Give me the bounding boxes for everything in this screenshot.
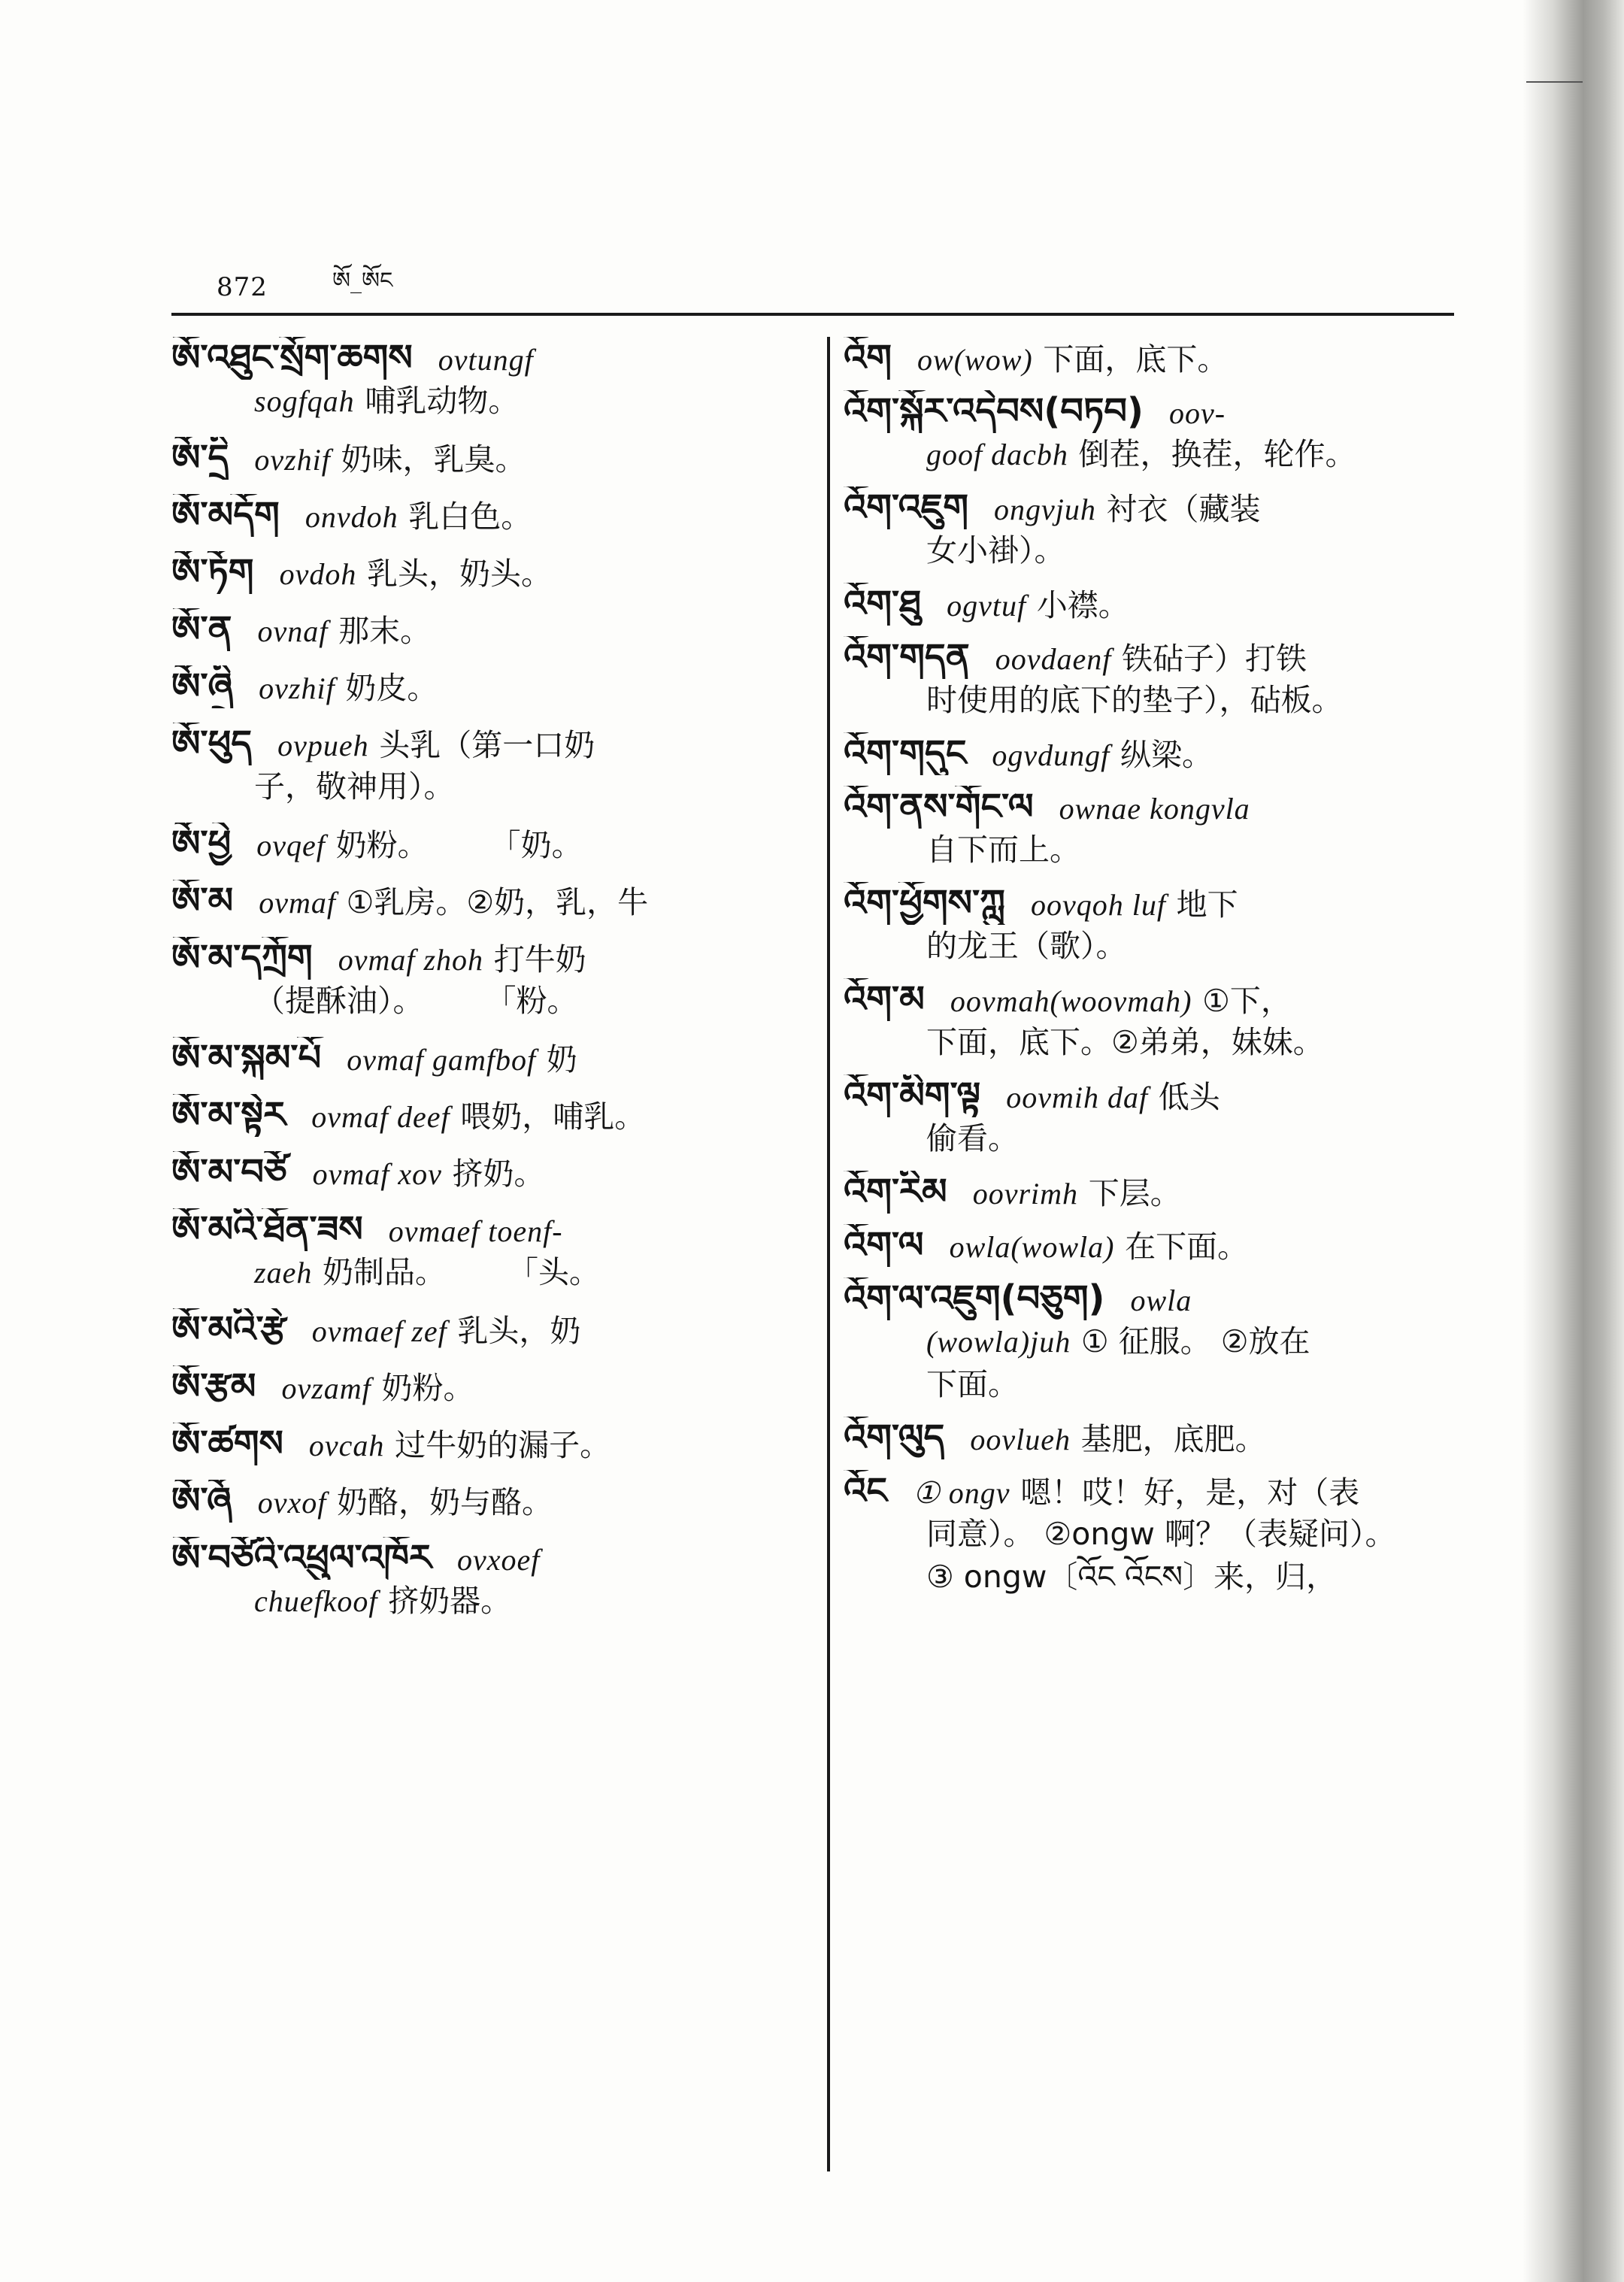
romanization: ovxof: [257, 1486, 327, 1520]
dictionary-entry: [844, 732, 1468, 775]
entry-line: [171, 337, 795, 380]
definition: 哺乳动物。: [365, 383, 520, 419]
dictionary-entry: [171, 1151, 795, 1194]
romanization: ovtungf: [438, 343, 534, 377]
definition: 奶味，乳臭。: [341, 441, 526, 477]
dictionary-entry: [171, 665, 795, 708]
headword: ཨོ་ན: [171, 608, 232, 650]
definition: 基肥，底肥。: [1080, 1421, 1266, 1457]
romanization: ovmaf gamfbof: [347, 1043, 537, 1077]
headword: ཨོ་མའི་རྩེ: [171, 1308, 286, 1350]
definition: 乳白色。: [408, 499, 532, 535]
definition: 倒茬，换茬，轮作。: [1078, 436, 1356, 472]
dictionary-entry: [171, 551, 795, 594]
entry-line: [844, 1513, 1468, 1556]
romanization: ovmaf: [259, 886, 336, 920]
entry-line: [171, 880, 795, 923]
entry-line: [171, 1208, 795, 1251]
entry-line: [171, 551, 795, 594]
romanization: ovxoef: [457, 1543, 541, 1577]
dictionary-entry: [171, 823, 795, 865]
headword: འོག་མིག་ལྟ: [844, 1074, 981, 1117]
entry-line: [171, 1151, 795, 1194]
dictionary-entry: [171, 1308, 795, 1351]
romanization: ownae kongvla: [1059, 792, 1250, 826]
definition: 乳头，奶头。: [367, 556, 553, 592]
headword: ཨོ་ཚགས: [171, 1423, 283, 1465]
definition: 纵梁。: [1120, 737, 1213, 773]
entry-line: [844, 1470, 1468, 1513]
dictionary-entry: [171, 937, 795, 1023]
definition: 喂奶，哺乳。: [460, 1099, 646, 1135]
entry-line: [171, 380, 795, 423]
headword: འོག་ནས་གོང་ལ: [844, 786, 1034, 828]
column-divider: [827, 337, 830, 2171]
headword: ཨོ་ཏོག: [171, 551, 254, 593]
headword: ཨོ་མ་དཀྲོག: [171, 937, 313, 979]
definition: 下面。: [926, 1366, 1019, 1402]
dictionary-entry: [844, 636, 1468, 722]
entry-line: [844, 337, 1468, 380]
entry-line: [171, 1580, 795, 1623]
definition: ① 征服。 ②放在: [1080, 1323, 1310, 1359]
definition: 下面，底下。②弟弟，妹妹。: [926, 1024, 1324, 1060]
entry-line: [171, 937, 795, 980]
dictionary-entry: [171, 1208, 795, 1294]
definition: 奶酪，奶与酪。: [337, 1484, 553, 1520]
dictionary-entry: [844, 1224, 1468, 1267]
headword: འོག་རིམ: [844, 1171, 947, 1213]
entry-line: [844, 1417, 1468, 1459]
definition: 奶制品。 「头。: [323, 1254, 600, 1290]
romanization: (wowla)juh: [926, 1325, 1071, 1359]
headword: འོག་སྐོར་འདེབས(བཏབ): [844, 390, 1144, 432]
definition: 头乳（第一口奶: [379, 727, 595, 763]
romanization: oovmah(woovmah): [950, 984, 1192, 1018]
dictionary-entry: [171, 1480, 795, 1523]
definition: 低头: [1158, 1079, 1220, 1115]
romanization: oovqoh luf: [1030, 888, 1166, 922]
romanization: chuefkoof: [254, 1584, 378, 1618]
headword: འོང: [844, 1470, 887, 1512]
entry-line: [844, 786, 1468, 829]
definition: 的龙王（歌）。: [926, 928, 1127, 964]
entry-line: [171, 980, 795, 1023]
entry-line: [844, 1171, 1468, 1214]
definition: 自下而上。: [926, 832, 1080, 868]
romanization: oovrimh: [972, 1177, 1079, 1211]
dictionary-entry: [844, 1470, 1468, 1599]
definition: 衬衣（藏装: [1106, 491, 1261, 527]
entry-line: [844, 636, 1468, 679]
definition: 子，敬神用）。: [254, 768, 455, 805]
definition: 小襟。: [1036, 587, 1129, 623]
entry-line: [844, 925, 1468, 968]
dictionary-entry: [844, 1074, 1468, 1160]
definition: 挤奶。: [452, 1156, 545, 1192]
page-edge-shadow: [1522, 0, 1624, 2282]
romanization: ovzhif: [259, 671, 335, 705]
romanization: ovqef: [256, 829, 326, 862]
definition: 挤奶器。: [388, 1583, 512, 1619]
definition: 奶粉。: [381, 1370, 474, 1406]
definition: 过牛奶的漏子。: [395, 1427, 611, 1463]
entry-line: [844, 433, 1468, 476]
definition: 时使用的底下的垫子），砧板。: [926, 682, 1343, 718]
dictionary-entry: [844, 1277, 1468, 1406]
entry-line: [171, 1480, 795, 1523]
entry-line: [844, 529, 1468, 572]
definition: 奶皮。: [345, 670, 438, 706]
entry-line: [171, 1365, 795, 1408]
headword: ཨོ་མ: [171, 880, 234, 922]
headword: འོག་ཕྱོགས་ཀླུ: [844, 882, 1005, 924]
entry-line: [171, 437, 795, 480]
entry-line: [171, 823, 795, 865]
dictionary-entry: [171, 437, 795, 480]
definition: 嗯！哎！好，是，对（表: [1020, 1474, 1360, 1511]
definition: 奶粉。 「奶。: [335, 827, 583, 863]
headword: འོག་གདན: [844, 636, 970, 678]
romanization: ovzhif: [254, 443, 331, 477]
headword: ཨོ་བཙོའི་འཕྲུལ་འཁོར: [171, 1537, 432, 1579]
entry-line: [844, 882, 1468, 925]
romanization: ovmaef zef: [311, 1314, 447, 1348]
dictionary-entry: [844, 583, 1468, 626]
romanization: owla: [1130, 1283, 1192, 1317]
entry-line: [171, 1251, 795, 1294]
entry-line: [844, 679, 1468, 722]
entry-line: [171, 723, 795, 765]
headword: ཨོ་དྲི: [171, 437, 229, 479]
definition: 那末。: [338, 613, 432, 649]
definition: 在下面。: [1125, 1229, 1249, 1265]
romanization: ① ongv: [912, 1476, 1010, 1510]
definition: 偷看。: [926, 1120, 1019, 1156]
definition: 女小褂）。: [926, 532, 1065, 568]
romanization: ovcah: [308, 1429, 385, 1462]
dictionary-entry: [844, 1171, 1468, 1214]
romanization: oovlueh: [970, 1423, 1071, 1456]
romanization: ovpueh: [277, 729, 369, 762]
dictionary-entry: [171, 1094, 795, 1137]
page-number: 872: [217, 272, 268, 302]
edge-mark: [1526, 81, 1583, 83]
dictionary-entry: [844, 337, 1468, 380]
headword: ཨོ་ཕུད: [171, 723, 253, 765]
headword: ཨོ་མདོག: [171, 494, 280, 536]
headword: ཨོ་རྩམ: [171, 1365, 256, 1408]
romanization: ogvtuf: [947, 589, 1027, 623]
dictionary-entry: [171, 337, 795, 423]
dictionary-entry: [171, 1365, 795, 1408]
entry-line: [844, 390, 1468, 433]
entry-line: [844, 486, 1468, 529]
entry-line: [844, 1363, 1468, 1406]
definition: 下层。: [1088, 1175, 1181, 1211]
headword: འོག་གདུང: [844, 732, 967, 774]
romanization: sogfqah: [254, 384, 355, 418]
entry-line: [171, 1094, 795, 1137]
headword: ཨོ་ཞོ: [171, 1480, 232, 1522]
dictionary-entry: [171, 494, 795, 537]
definition: 乳头，奶: [457, 1313, 581, 1349]
headword: འོག་འཇུག: [844, 486, 968, 529]
headword: ཨོ་འཐུང་སྲོག་ཆགས: [171, 337, 413, 379]
dictionary-entry: [171, 1037, 795, 1080]
dictionary-entry: [171, 1537, 795, 1623]
romanization: ovmaf deef: [311, 1100, 450, 1134]
entry-line: [844, 1277, 1468, 1320]
entry-line: [844, 1074, 1468, 1117]
romanization: oovdaenf: [995, 642, 1112, 676]
headword: འོག་ལ་འཇུག(བཅུག): [844, 1277, 1105, 1320]
headword: ཨོ་མའི་ཐོན་ཟས: [171, 1208, 363, 1250]
definition: ③ ongw〔འོང འོངས〕来，归，: [926, 1559, 1338, 1595]
entry-line: [171, 494, 795, 537]
romanization: ongvjuh: [993, 492, 1096, 526]
dictionary-entry: [171, 880, 795, 923]
romanization: zaeh: [254, 1256, 313, 1289]
entry-line: [171, 1537, 795, 1580]
headword: འོག: [844, 337, 892, 379]
entry-line: [844, 1117, 1468, 1160]
entry-line: [844, 1224, 1468, 1267]
definition: 地下: [1176, 886, 1238, 923]
entry-line: [844, 583, 1468, 626]
entry-line: [844, 1320, 1468, 1363]
left-column: [171, 337, 795, 1623]
dictionary-entry: [844, 1417, 1468, 1459]
definition: 铁砧子）打铁: [1122, 641, 1307, 677]
romanization: onvdoh: [304, 500, 398, 534]
definition: ①下，: [1202, 983, 1292, 1019]
romanization: goof dacbh: [926, 438, 1068, 471]
dictionary-entry: [844, 390, 1468, 476]
romanization: ovnaf: [257, 614, 329, 648]
definition: ①乳房。②奶，乳，牛: [346, 884, 649, 920]
entry-line: [171, 608, 795, 651]
headword: ཨོ་ཕྱེ: [171, 823, 232, 865]
headword: ཨོ་མ་བཙོ: [171, 1151, 287, 1193]
headword: འོག་མ: [844, 978, 925, 1020]
definition: 奶: [546, 1041, 577, 1077]
romanization: ovmaf zhoh: [338, 943, 484, 977]
romanization: ogvdungf: [992, 738, 1110, 772]
entry-line: [171, 1037, 795, 1080]
dictionary-entry: [844, 786, 1468, 871]
entry-line: [844, 1021, 1468, 1064]
romanization: oovmih daf: [1006, 1080, 1149, 1114]
romanization: ovmaf xov: [312, 1157, 442, 1191]
right-column: [844, 337, 1468, 1599]
definition: （提酥油）。 「粉。: [254, 983, 578, 1019]
romanization: ovzamf: [281, 1371, 371, 1405]
headword: འོག་ལ: [844, 1224, 924, 1266]
headword: ཨོ་མ་སྟེར: [171, 1094, 286, 1136]
headword: ཨོ་མ་སྐམ་པོ: [171, 1037, 322, 1079]
dictionary-entry: [171, 608, 795, 651]
headword: འོག་ཐུ: [844, 583, 922, 625]
dictionary-entry: [844, 978, 1468, 1064]
entry-line: [171, 665, 795, 708]
entry-line: [844, 829, 1468, 871]
dictionary-entry: [171, 723, 795, 808]
romanization: ovdoh: [279, 557, 357, 591]
header-rule: [171, 313, 1454, 316]
entry-line: [171, 765, 795, 808]
romanization: ovmaef toenf-: [388, 1214, 563, 1248]
headword: ཨོ་ཞྲི: [171, 665, 234, 708]
dictionary-entry: [844, 486, 1468, 572]
dictionary-entry: [844, 882, 1468, 968]
entry-line: [171, 1423, 795, 1465]
romanization: ow(wow): [917, 343, 1033, 377]
definition: 打牛奶: [493, 941, 586, 977]
dictionary-entry: [171, 1423, 795, 1465]
entry-line: [844, 732, 1468, 775]
romanization: owla(wowla): [949, 1230, 1115, 1264]
entry-line: [844, 1556, 1468, 1599]
romanization: oov-: [1168, 396, 1226, 430]
definition: 同意）。 ②ongw 啊？（表疑问）。: [926, 1516, 1396, 1552]
headword: འོག་ལུད: [844, 1417, 945, 1459]
entry-line: [844, 978, 1468, 1021]
running-head: ཨོ_ཨོང: [332, 268, 393, 294]
definition: 下面，底下。: [1043, 341, 1229, 377]
entry-line: [171, 1308, 795, 1351]
